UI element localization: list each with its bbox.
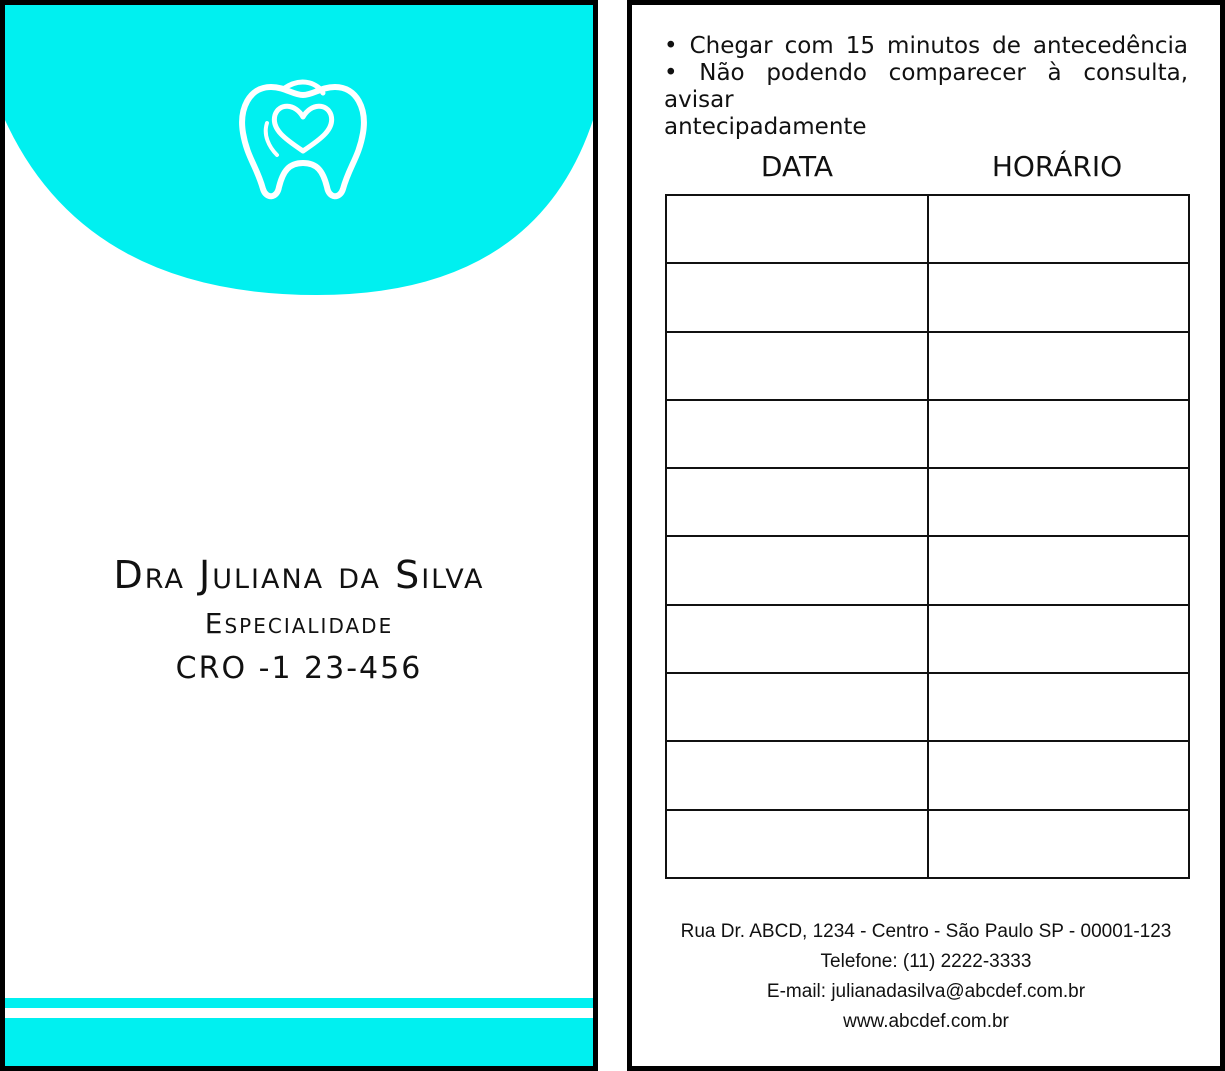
doctor-name: Dra Juliana da Silva: [113, 553, 485, 597]
time-cell[interactable]: [928, 673, 1190, 741]
date-cell[interactable]: [666, 673, 928, 741]
column-header-time: HORÁRIO: [991, 150, 1123, 183]
time-cell[interactable]: [928, 400, 1190, 468]
time-cell[interactable]: [928, 195, 1190, 263]
time-cell[interactable]: [928, 263, 1190, 331]
table-row: [666, 673, 1189, 741]
bottom-stripe-thin: [5, 998, 593, 1008]
tooth-heart-icon: [233, 75, 373, 205]
rule-line: • Chegar com 15 minutos de antecedência: [664, 33, 1188, 59]
time-cell[interactable]: [928, 741, 1190, 809]
rule-line: antecipadamente: [664, 114, 867, 140]
date-cell[interactable]: [666, 195, 928, 263]
time-cell[interactable]: [928, 468, 1190, 536]
date-cell[interactable]: [666, 741, 928, 809]
table-row: [666, 741, 1189, 809]
email-text: E-mail: julianadasilva@abcdef.com.br: [766, 981, 1086, 1002]
date-cell[interactable]: [666, 263, 928, 331]
back-card: [627, 0, 1225, 1071]
website-link[interactable]: www.abcdef.com.br: [843, 1011, 1009, 1032]
specialty: Especialidade: [204, 607, 394, 640]
time-cell[interactable]: [928, 605, 1190, 673]
table-row: [666, 536, 1189, 604]
date-cell[interactable]: [666, 468, 928, 536]
registration-number: CRO -1 23-456: [175, 651, 423, 686]
table-row: [666, 810, 1189, 878]
time-cell[interactable]: [928, 810, 1190, 878]
appointment-rules: [664, 33, 1188, 141]
front-card: [0, 0, 598, 1071]
column-header-date: DATA: [760, 150, 834, 183]
date-cell[interactable]: [666, 400, 928, 468]
date-cell[interactable]: [666, 810, 928, 878]
table-row: [666, 400, 1189, 468]
time-cell[interactable]: [928, 536, 1190, 604]
phone-text: Telefone: (11) 2222-3333: [820, 951, 1032, 972]
appointment-table: [665, 194, 1190, 879]
table-row: [666, 263, 1189, 331]
time-cell[interactable]: [928, 332, 1190, 400]
table-row: [666, 332, 1189, 400]
date-cell[interactable]: [666, 332, 928, 400]
table-row: [666, 468, 1189, 536]
date-cell[interactable]: [666, 605, 928, 673]
table-row: [666, 605, 1189, 673]
table-row: [666, 195, 1189, 263]
address-text: Rua Dr. ABCD, 1234 - Centro - São Paulo SP - 00001-123: [680, 921, 1172, 942]
bottom-stripe-thick: [5, 1018, 593, 1071]
rule-line: • Não podendo comparecer à consulta, avisar: [664, 60, 1188, 113]
date-cell[interactable]: [666, 536, 928, 604]
contact-footer: [632, 917, 1220, 1037]
